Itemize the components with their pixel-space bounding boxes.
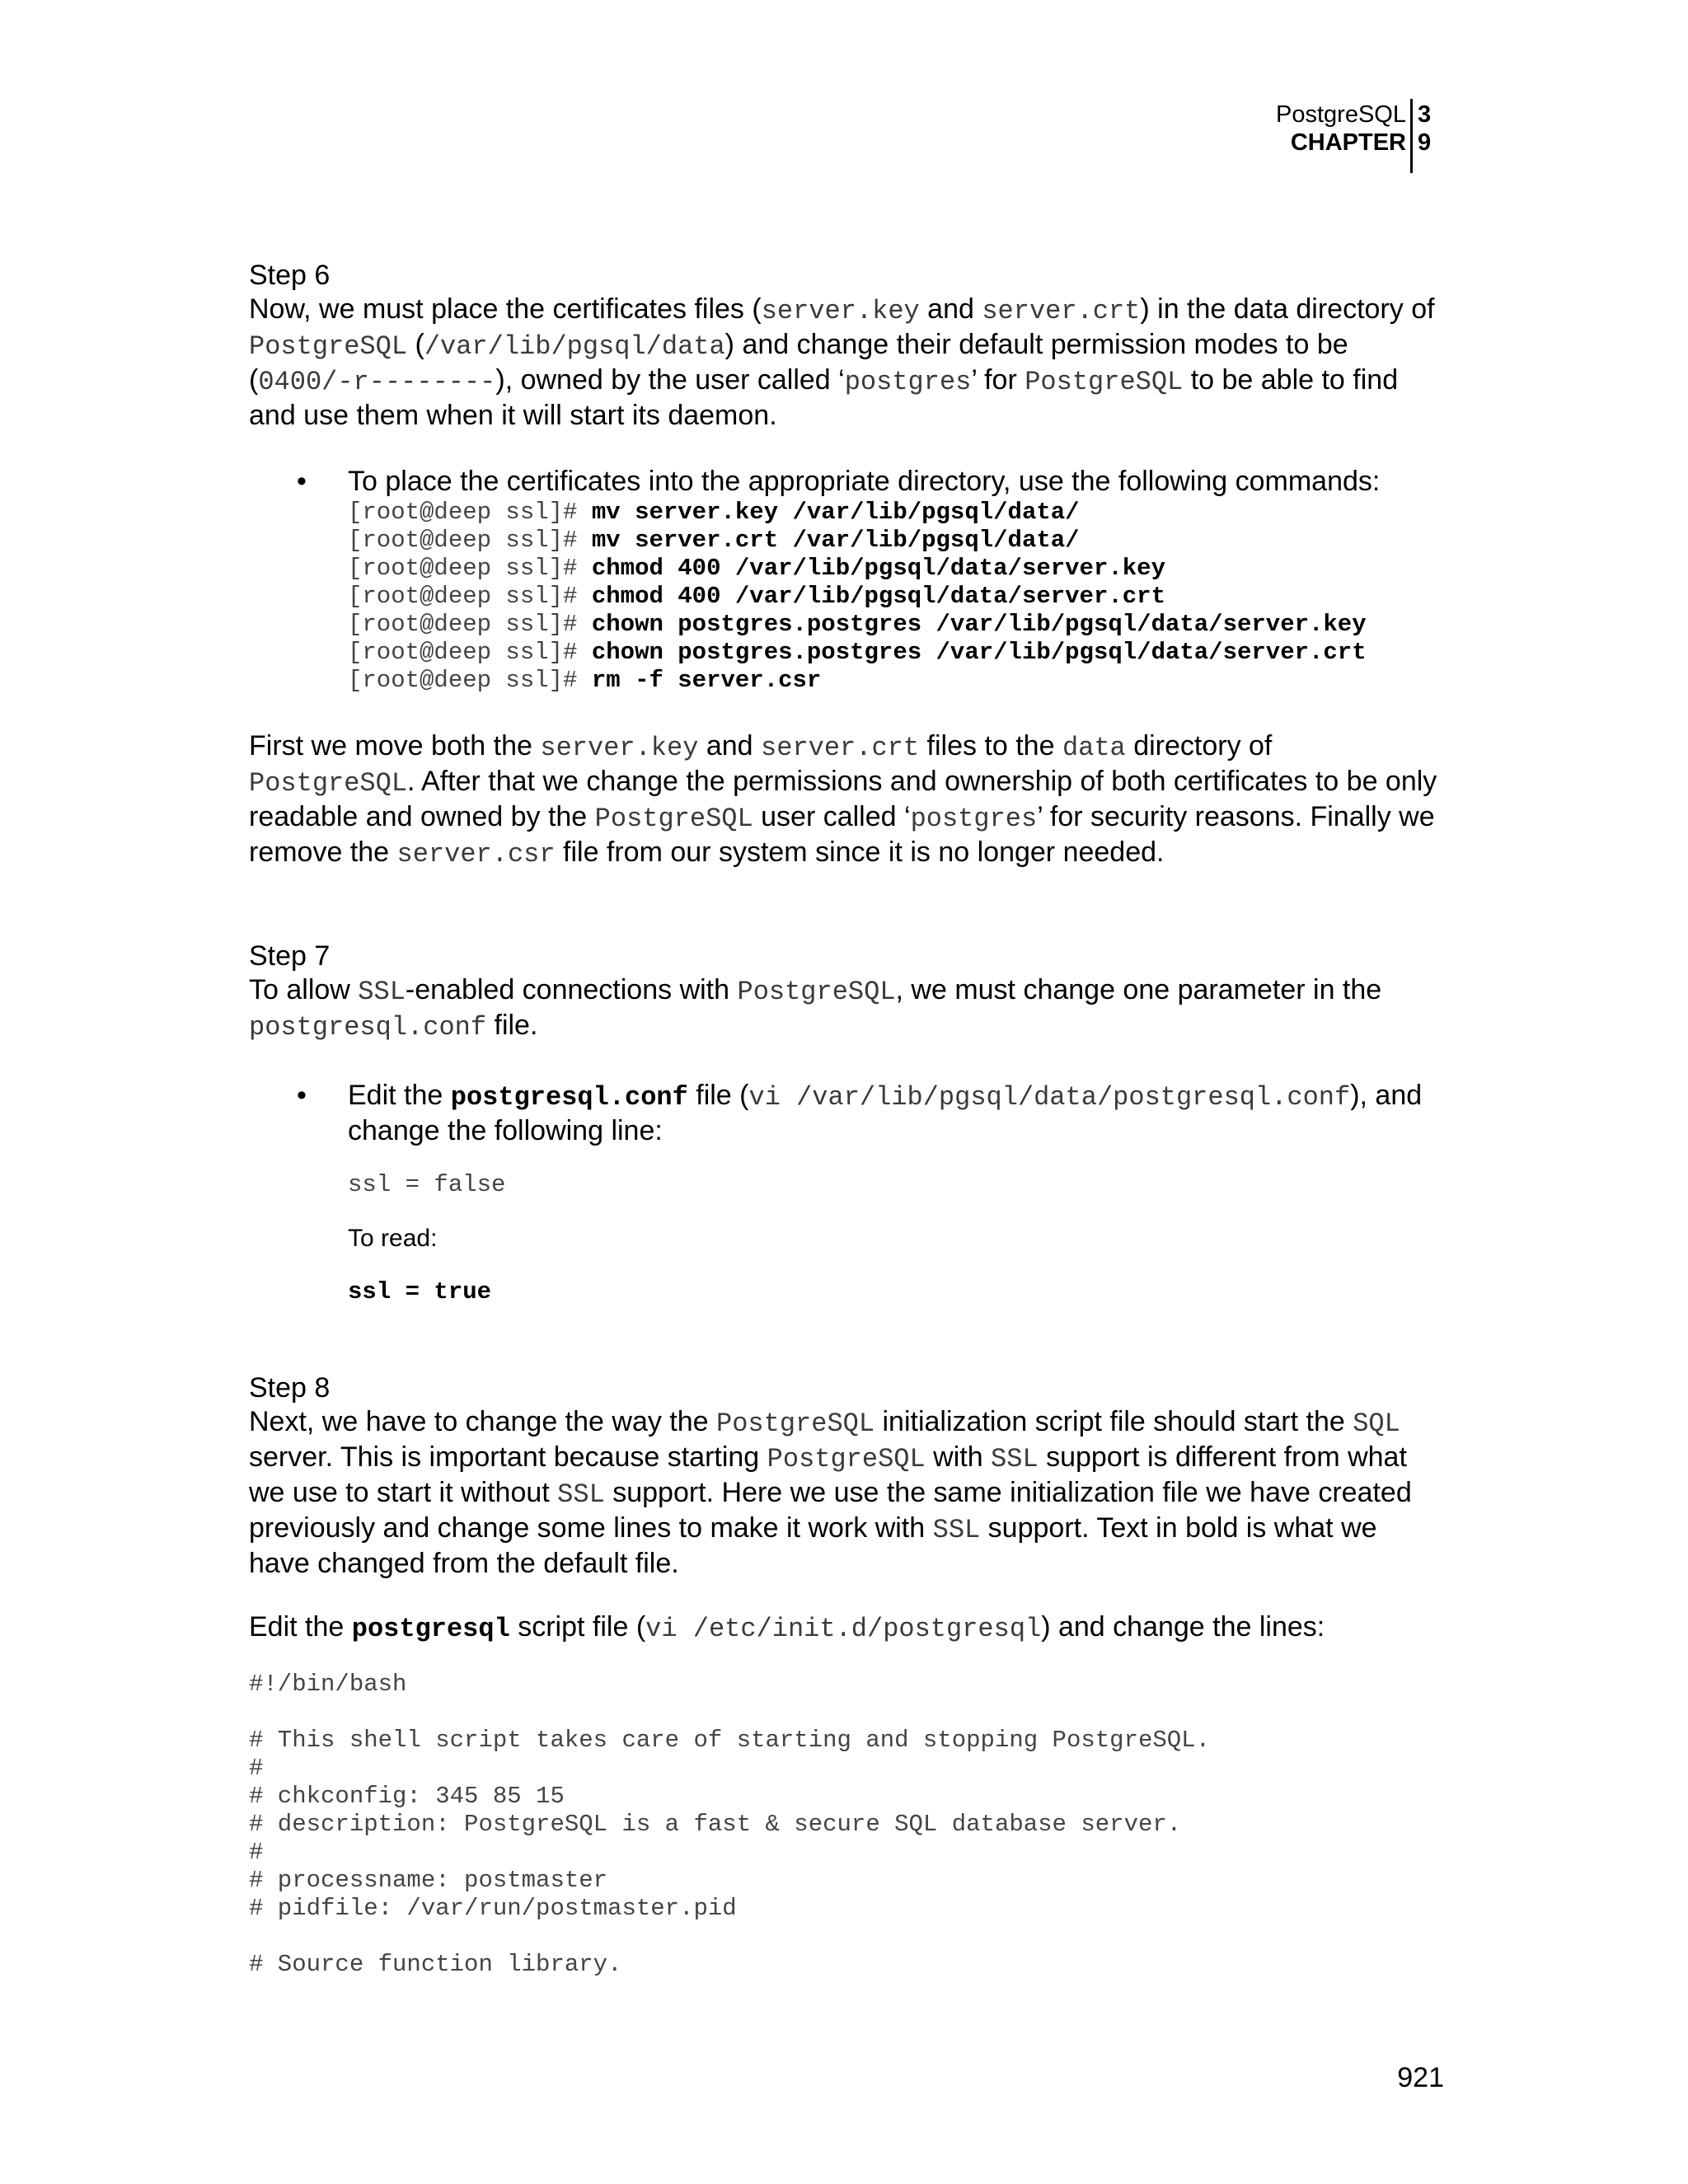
step6-paragraph-2: First we move both the server.key and server.crt files to the data directory of PostgreSQL. After that we change the permissions and ownership of both certificates to be only readable and owned by the PostgreSQL user called ‘postgres’ for security reasons. Finally we remove the server.csr file from our system since it is no longer needed. bbox=[249, 730, 1437, 869]
step8-title: Step 8 bbox=[249, 1372, 331, 1404]
script-line bbox=[249, 1699, 1444, 1727]
step7-title: Step 7 bbox=[249, 940, 331, 972]
chapter-number-bottom: 9 bbox=[1418, 129, 1432, 156]
command-line: [root@deep ssl]# rm -f server.csr bbox=[348, 667, 822, 694]
script-line bbox=[249, 1923, 1444, 1951]
step8-paragraph-2: Edit the postgresql script file (vi /etc/init.d/postgresql) and change the lines: bbox=[249, 1611, 1325, 1644]
running-head bbox=[1106, 97, 1436, 173]
step6-paragraph-1: Now, we must place the certificates files (server.key and server.crt) in the data directory of PostgreSQL (/var/lib/pgsql/data) and change their default permission modes to be (0400/-r--------), owned by the user called ‘postgres’ for PostgreSQL to be able to find and use them when it will start its daemon. bbox=[249, 293, 1435, 431]
command-line: [root@deep ssl]# mv server.crt /var/lib/pgsql/data/ bbox=[348, 527, 1080, 554]
command-line: [root@deep ssl]# chown postgres.postgres /var/lib/pgsql/data/server.crt bbox=[348, 639, 1367, 666]
command-line: [root@deep ssl]# chown postgres.postgres /var/lib/pgsql/data/server.key bbox=[348, 611, 1367, 638]
bullet-dot-icon: • bbox=[297, 466, 307, 497]
step7-paragraph-1: To allow SSL-enabled connections with PostgreSQL, we must change one parameter in the postgresql.conf file. bbox=[249, 974, 1382, 1043]
step6-command-block bbox=[348, 499, 1444, 695]
script-line: # description: PostgreSQL is a fast & secure SQL database server. bbox=[249, 1811, 1182, 1838]
script-line: # bbox=[249, 1755, 264, 1782]
old-config-line: ssl = false bbox=[348, 1171, 506, 1198]
command-line: [root@deep ssl]# chmod 400 /var/lib/pgsql/data/server.crt bbox=[348, 583, 1165, 610]
script-line: # This shell script takes care of starting and stopping PostgreSQL. bbox=[249, 1727, 1210, 1754]
script-line: # bbox=[249, 1839, 264, 1866]
command-line: [root@deep ssl]# mv server.key /var/lib/pgsql/data/ bbox=[348, 499, 1080, 526]
to-read-label: To read: bbox=[348, 1225, 438, 1252]
script-line: # processname: postmaster bbox=[249, 1867, 608, 1894]
running-head-title: PostgreSQL bbox=[1276, 101, 1406, 128]
new-config-line: ssl = true bbox=[348, 1278, 492, 1305]
script-line: # pidfile: /var/run/postmaster.pid bbox=[249, 1895, 737, 1922]
bullet-dot-icon: • bbox=[297, 1080, 307, 1111]
step7-bullet-text: Edit the postgresql.conf file (vi /var/lib/pgsql/data/postgresql.conf), and change the following line: bbox=[348, 1080, 1423, 1146]
running-head-divider bbox=[1410, 99, 1413, 173]
init-script-block bbox=[249, 1671, 1444, 1979]
running-head-chapter: CHAPTER bbox=[1290, 129, 1406, 156]
step6-title: Step 6 bbox=[249, 260, 331, 291]
script-line: # Source function library. bbox=[249, 1951, 622, 1978]
page-content bbox=[249, 259, 1444, 1979]
step6-bullet bbox=[249, 465, 1444, 695]
script-line: #!/bin/bash bbox=[249, 1671, 407, 1698]
chapter-number-top: 3 bbox=[1418, 101, 1432, 128]
step6-bullet-text: To place the certificates into the appropriate directory, use the following commands: bbox=[348, 466, 1381, 497]
command-line: [root@deep ssl]# chmod 400 /var/lib/pgsql/data/server.key bbox=[348, 555, 1165, 582]
step7-bullet bbox=[249, 1079, 1444, 1306]
script-line: # chkconfig: 345 85 15 bbox=[249, 1783, 565, 1810]
step8-paragraph-1: Next, we have to change the way the PostgreSQL initialization script file should start the SQL server. This is important because starting PostgreSQL with SSL support is different from what we use to start it without SSL support. Here we use the same initialization file we have created previously and change some lines to make it work with SSL support. Text in bold is what we have changed from the default file. bbox=[249, 1406, 1412, 1579]
running-head-chapter-number bbox=[1418, 101, 1436, 157]
running-head-left bbox=[1276, 101, 1406, 157]
page-number: 921 bbox=[1397, 2062, 1444, 2093]
